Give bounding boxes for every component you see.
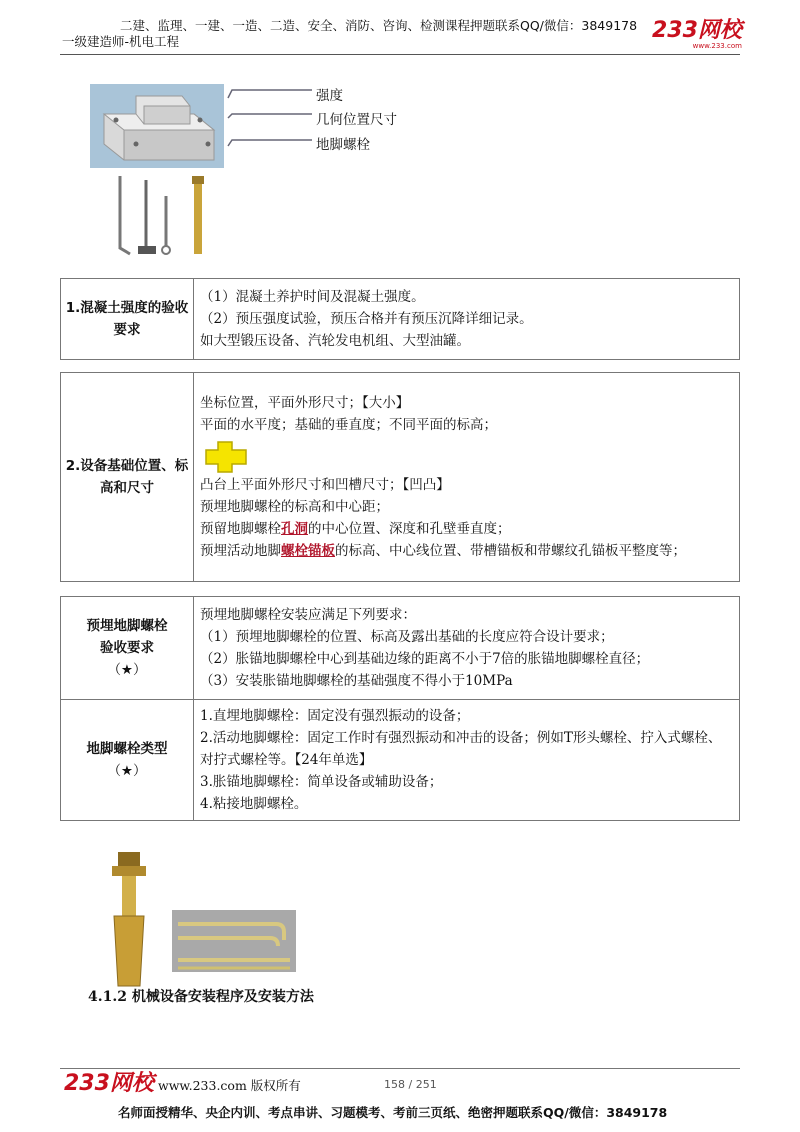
table2-content [194,373,740,582]
table1-line: （2）预压强度试验，预压合格并有预压沉降详细记录。 [200,311,533,327]
label-geometry: 几何位置尺寸 [316,112,397,128]
header-contact-line: 二建、监理、一建、一造、二造、安全、消防、咨询、检测课程押题联系QQ/微信：3849178 [120,18,638,33]
table2-line: 预埋活动地脚螺栓锚板的标高、中心线位置、带槽锚板和带螺纹孔锚板平整度等； [200,543,686,559]
anchor-bolts-image [108,172,218,262]
header-subject: 一级建造师-机电工程 [62,34,180,49]
header-rule [60,54,740,55]
table1-line: 如大型锻压设备、汽轮发电机组、大型油罐。 [200,333,470,349]
footer-logo: 233网校 [64,1071,154,1096]
footer-contact: 名师面授精华、央企内训、考点串讲、习题模考、考前三页纸、绝密押题联系QQ/微信：3849178 [118,1105,668,1120]
table3-line: 预埋地脚螺栓安装应满足下列要求： [200,607,416,623]
bolts-photo [172,910,296,972]
header-logo: 233网校 www.233.com [652,18,742,50]
table2-line: 凸台上平面外形尺寸和凹槽尺寸；【凹凸】 [200,477,450,493]
footer-rule [60,1068,740,1069]
page-number: 158 / 251 [384,1078,437,1091]
table2-line: 预埋地脚螺栓的标高和中心距； [200,499,389,515]
table3-line: 1.直埋地脚螺栓：固定没有强烈振动的设备； [200,708,470,724]
table2-line: 坐标位置，平面外形尺寸；【大小】 [200,395,410,411]
table3-line: 4.粘接地脚螺栓。 [200,796,308,812]
pointer-lines [224,84,314,154]
table3-line: 2.活动地脚螺栓：固定工作时有强烈振动和冲击的设备；例如T形头螺栓、拧入式螺栓、对拧式螺栓等。【24年单选】 [200,730,722,768]
table3-row2-label: 地脚螺栓类型 （★） [61,700,194,821]
label-anchor-bolt: 地脚螺栓 [316,137,370,153]
star-mark: （★） [107,662,147,678]
table-foundation-position [60,372,740,582]
table3-row2-content [194,700,740,821]
table3-line: 3.胀锚地脚螺栓：简单设备或辅助设备； [200,774,443,790]
table2-label: 2.设备基础位置、标高和尺寸 [61,373,194,582]
table-anchor-bolts [60,596,740,821]
section-heading: 4.1.2 机械设备安装程序及安装方法 [88,989,314,1005]
star-mark: （★） [107,763,147,779]
table1-label: 1.混凝土强度的验收要求 [61,279,194,360]
footer-site: www.233.com 版权所有 [158,1078,301,1093]
table2-line: 平面的水平度；基础的垂直度；不同平面的标高； [200,417,497,433]
table3-line: （2）胀锚地脚螺栓中心到基础边缘的距离不小于7倍的胀锚地脚螺栓直径； [200,651,650,667]
cross-icon [200,436,733,474]
table1-line: （1）混凝土养护时间及混凝土强度。 [200,289,425,305]
table3-line: （3）安装胀锚地脚螺栓的基础强度不得小于10MPa [200,673,513,689]
label-strength: 强度 [316,88,343,104]
foundation-image [90,84,224,168]
expansion-bolt-image [100,850,160,990]
table3-line: （1）预埋地脚螺栓的位置、标高及露出基础的长度应符合设计要求； [200,629,614,645]
table3-row1-label: 预埋地脚螺栓 验收要求 （★） [61,597,194,700]
table2-line: 预留地脚螺栓孔洞的中心位置、深度和孔壁垂直度； [200,521,511,537]
table1-content [194,279,740,360]
table3-row1-content [194,597,740,700]
table-concrete-strength [60,278,740,360]
